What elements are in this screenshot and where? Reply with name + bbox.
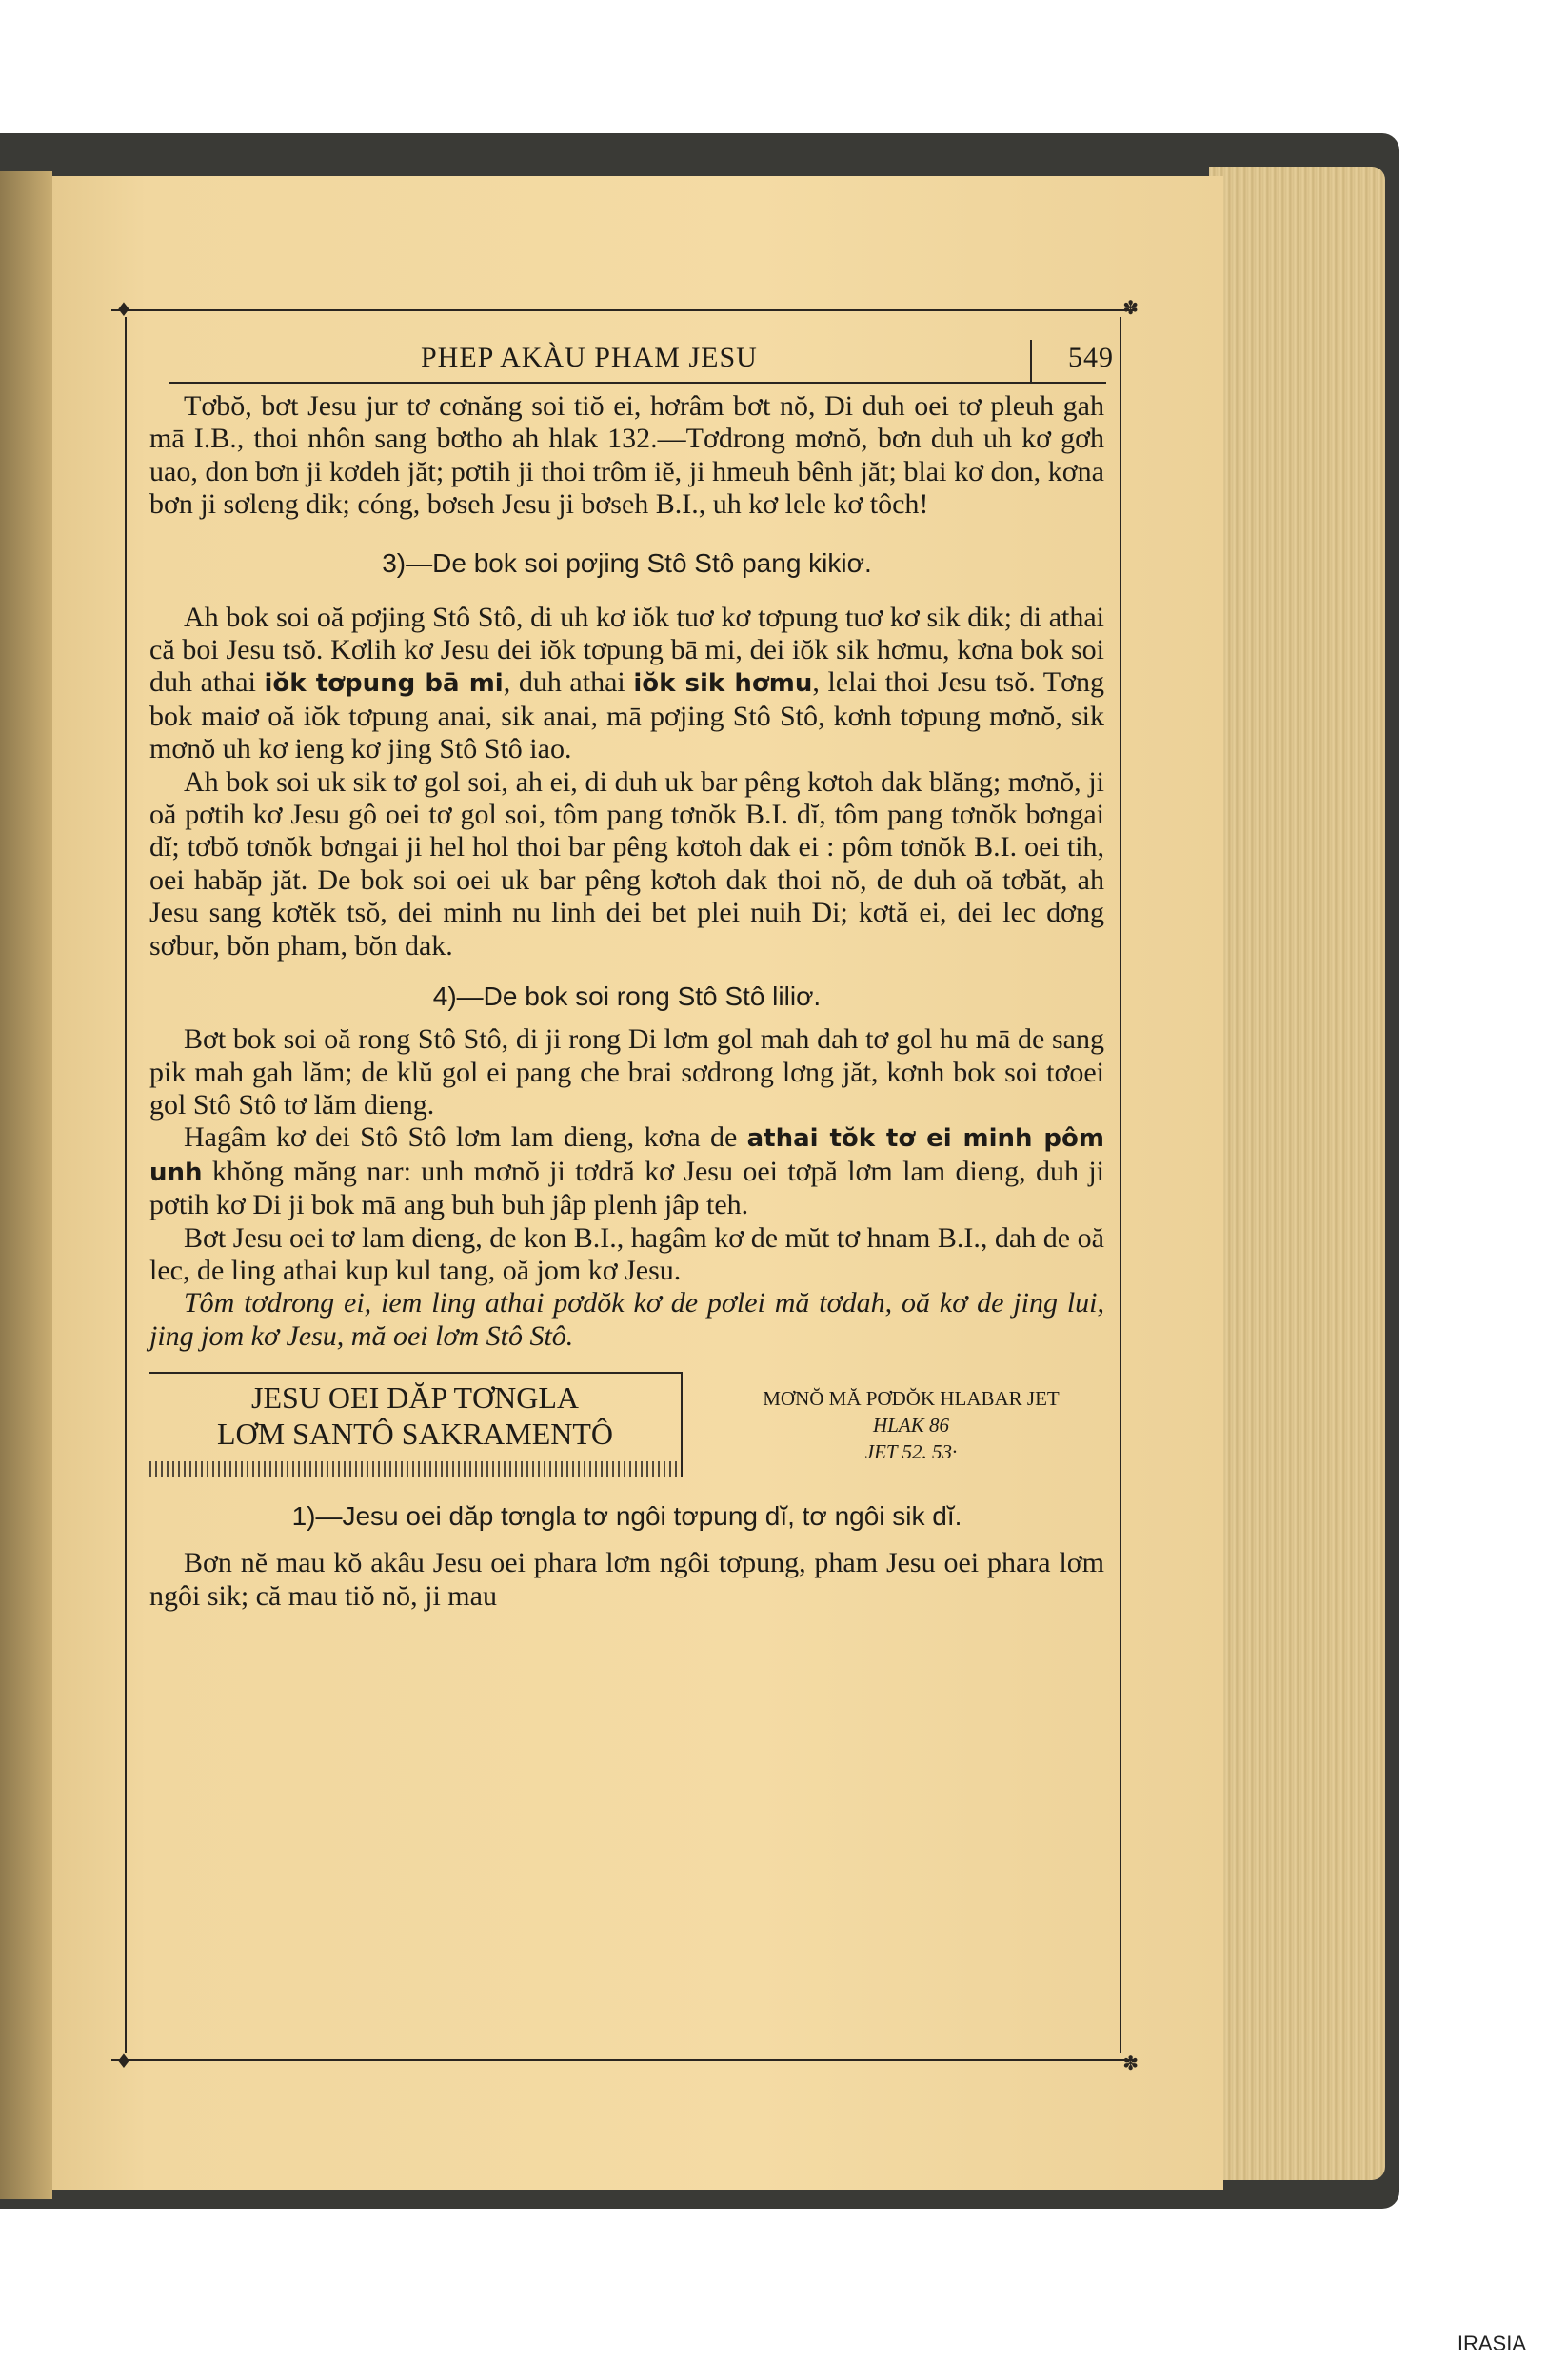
watermark: IRASIA <box>1457 2331 1526 2355</box>
chapter-title-line-1: JESU OEI DĂP TƠNGLA <box>251 1380 579 1416</box>
section-4-paragraph-4: Tôm tơdrong ei, iem ling athai pơdŏk kơ de pơlei mă tơdah, oă kơ de jing lui, jing jom kơ Jesu, mă oei lơm Stô Stô. <box>149 1287 1104 1352</box>
left-rule <box>125 317 127 2053</box>
chapter-reference <box>711 1385 1111 1465</box>
corner-ornament-icon: ✽ <box>1122 2052 1139 2074</box>
reference-line-2: HLAK 86 <box>873 1414 949 1438</box>
bold-phrase: iŏk sik hơmu <box>633 669 813 699</box>
reference-line-1: MƠNŎ MĂ PƠDŎK HLABAR JET <box>763 1387 1060 1411</box>
corner-ornament-icon: ♦ <box>115 2050 132 2073</box>
chapter-title-box <box>149 1372 683 1477</box>
book-page <box>52 176 1223 2190</box>
section-1-paragraph-1: Bơn nĕ mau kŏ akâu Jesu oei phara lơm ngôi tơpung, pham Jesu oei phara lơm ngôi sik; că mau tiŏ nŏ, ji mau <box>149 1547 1104 1612</box>
section-3-heading: 3)—De bok soi pơjing Stô Stô pang kikiơ. <box>382 547 872 578</box>
section-4-paragraph-2 <box>149 1121 1104 1221</box>
page-frame <box>111 296 1139 2074</box>
header-title: PHEP AKÀU PHAM JESU <box>421 342 758 373</box>
text-run: khŏng măng nar: unh mơnŏ ji tơdră kơ Jesu oei tơpă lơm lam dieng, duh ji pơtih kơ Di ji bok mā ang buh buh jâp plenh jâp teh. <box>149 1155 1104 1221</box>
page-edges <box>1209 167 1385 2180</box>
section-3-paragraph-1 <box>149 602 1104 766</box>
intro-paragraph: Tơbŏ, bơt Jesu jur tơ cơnăng soi tiŏ ei, hơrâm bơt nŏ, Di duh oei tơ pleuh gah mā I.B., thoi nhôn sang bơtho ah hlak 132.—Tơdrong mơnŏ, bơn duh uh kơ gơh uao, don bơn ji kơdeh jăt; pơtih ji thoi trôm iĕ, ji hmeuh bênh jăt; blai kơ don, kơna bơn ji sơleng dik; cóng, bơseh Jesu ji bơseh B.I., uh kơ lele kơ tôch! <box>149 390 1104 521</box>
corner-ornament-icon: ✽ <box>1122 296 1139 319</box>
facing-page-edge <box>0 171 52 2199</box>
page-body <box>149 390 1104 1613</box>
section-4-paragraph-1: Bơt bok soi oă rong Stô Stô, di ji rong Di lơm gol mah dah tơ gol hu mā de sang pik mah gah lăm; de klŭ gol ei pang che brai sơdrong lơng jăt, kơnh bok soi tơoei gol Stô Stô tơ lăm dieng. <box>149 1023 1104 1121</box>
chapter-title-line-2: LƠM SANTÔ SAKRAMENTÔ <box>216 1417 613 1452</box>
top-rule <box>111 309 1135 311</box>
page-number: 549 <box>1068 342 1114 373</box>
text-run: Hagâm kơ dei Stô Stô lơm lam dieng, kơna de <box>184 1121 747 1154</box>
bold-phrase: iŏk tơpung bā mi <box>264 669 504 699</box>
bold-phrase: athai tŏk tơ ei minh pôm unh <box>149 1124 1104 1187</box>
section-1-heading: 1)—Jesu oei dăp tơngla tơ ngôi tơpung dĭ, tơ ngôi sik dĭ. <box>291 1501 962 1532</box>
decorative-hatch <box>149 1461 681 1477</box>
right-rule <box>1120 317 1121 2053</box>
running-header <box>169 334 1114 384</box>
text-run: Ah bok soi oă pơjing Stô Stô, di uh kơ iŏk tuơ kơ tơpung tuơ kơ sik dik; di athai că boi Jesu tsŏ. Kơlih kơ Jesu dei iŏk tơpung bā mi, dei iŏk sik hơmu, kơna bok soi duh athai <box>149 601 1104 699</box>
corner-ornament-icon: ♦ <box>115 298 132 321</box>
header-divider <box>1030 340 1032 382</box>
section-4-heading: 4)—De bok soi rong Stô Stô liliơ. <box>432 982 822 1012</box>
text-run: , duh athai <box>503 666 634 699</box>
section-3-paragraph-2: Ah bok soi uk sik tơ gol soi, ah ei, di duh uk bar pêng kơtoh dak blăng; mơnŏ, ji oă pơtih kơ Jesu gô oei tơ gol soi, tôm pang tơnŏk B.I. dĭ, tôm pang tơnŏk bơngai dĭ; tơbŏ tơnŏk bơngai ji hel hol thoi bar pêng kơtoh dak ei : pôm tơnŏk B.I. oei tih, oei habăp jăt. De bok soi oei uk bar pêng kơtoh dak thoi nŏ, de duh oă tơbăt, ah Jesu sang kơtĕk tsŏ, dei minh nu linh dei bet plei nuih Di; kơtă ei, dei lec dơng sơbur, bŏn pham, bŏn dak. <box>149 765 1104 962</box>
bottom-rule <box>111 2059 1135 2061</box>
section-4-paragraph-3: Bơt Jesu oei tơ lam dieng, de kon B.I., hagâm kơ de mŭt tơ hnam B.I., dah de oă lec, de ling athai kup kul tang, oă jom kơ Jesu. <box>149 1221 1104 1286</box>
text-run: , lelai thoi Jesu tsŏ. Tơng bok maiơ oă iŏk tơpung anai, sik anai, mā pơjing Stô Stô, kơnh tơpung mơnŏ, sik mơnŏ uh kơ ieng kơ jing Stô Stô iao. <box>149 666 1104 765</box>
reference-line-3: JET 52. 53· <box>864 1440 958 1464</box>
chapter-title-row <box>149 1372 1104 1486</box>
